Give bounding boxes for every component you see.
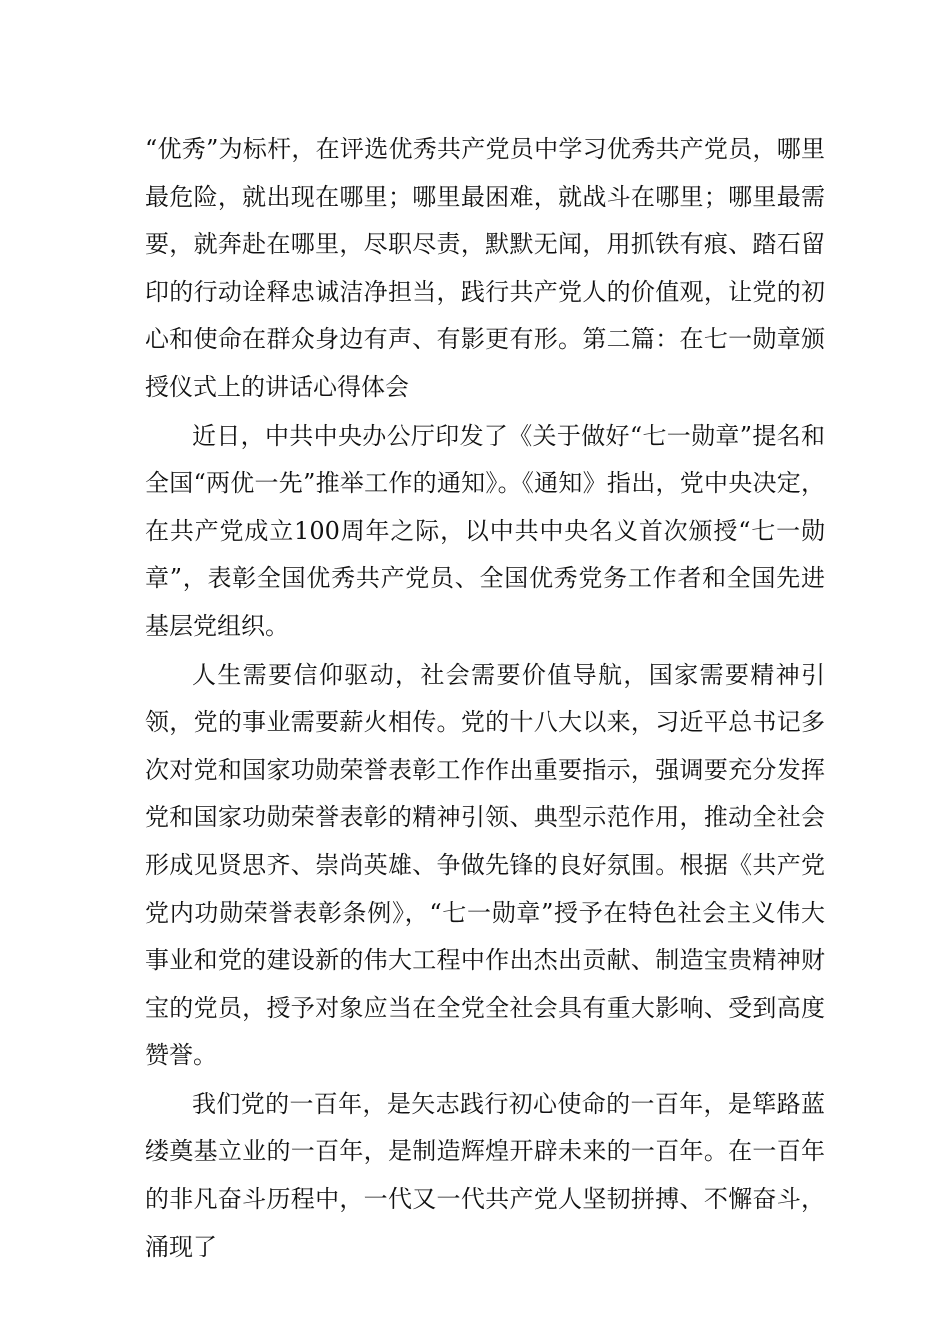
paragraph-2: 近日，中共中央办公厅印发了《关于做好“七一勋章”提名和全国“两优一先”推举工作的通知》。《通知》指出，党中央决定，在共产党成立100周年之际，以中共中央名义首次颁授“七一勋章”，表彰全国优秀共产党员、全国优秀党务工作者和全国先进基层党组织。 xyxy=(145,421,825,640)
paragraph-1: “优秀”为标杆，在评选优秀共产党员中学习优秀共产党员，哪里最危险，就出现在哪里；哪里最困难，就战斗在哪里；哪里最需要，就奔赴在哪里，尽职尽责，默默无闻，用抓铁有痕、踏石留印的行动诠释忠诚洁净担当，践行共产党人的价值观，让党的初心和使命在群众身边有声、有影更有形。第二篇：在七一勋章颁授仪式上的讲话心得体会 xyxy=(145,135,825,401)
paragraph-4: 我们党的一百年，是矢志践行初心使命的一百年，是筚路蓝缕奠基立业的一百年，是制造辉煌开辟未来的一百年。在一百年的非凡奋斗历程中，一代又一代共产党人坚韧拼搏、不懈奋斗，涌现了 xyxy=(145,1089,825,1261)
document-body xyxy=(145,126,825,1271)
paragraph-3: 人生需要信仰驱动，社会需要价值导航，国家需要精神引领，党的事业需要薪火相传。党的十八大以来，习近平总书记多次对党和国家功勋荣誉表彰工作作出重要指示，强调要充分发挥党和国家功勋荣誉表彰的精神引领、典型示范作用，推动全社会形成见贤思齐、崇尚英雄、争做先锋的良好氛围。根据《共产党党内功勋荣誉表彰条例》，“七一勋章”授予在特色社会主义伟大事业和党的建设新的伟大工程中作出杰出贡献、制造宝贵精神财宝的党员，授予对象应当在全党全社会具有重大影响、受到高度赞誉。 xyxy=(145,660,825,1070)
